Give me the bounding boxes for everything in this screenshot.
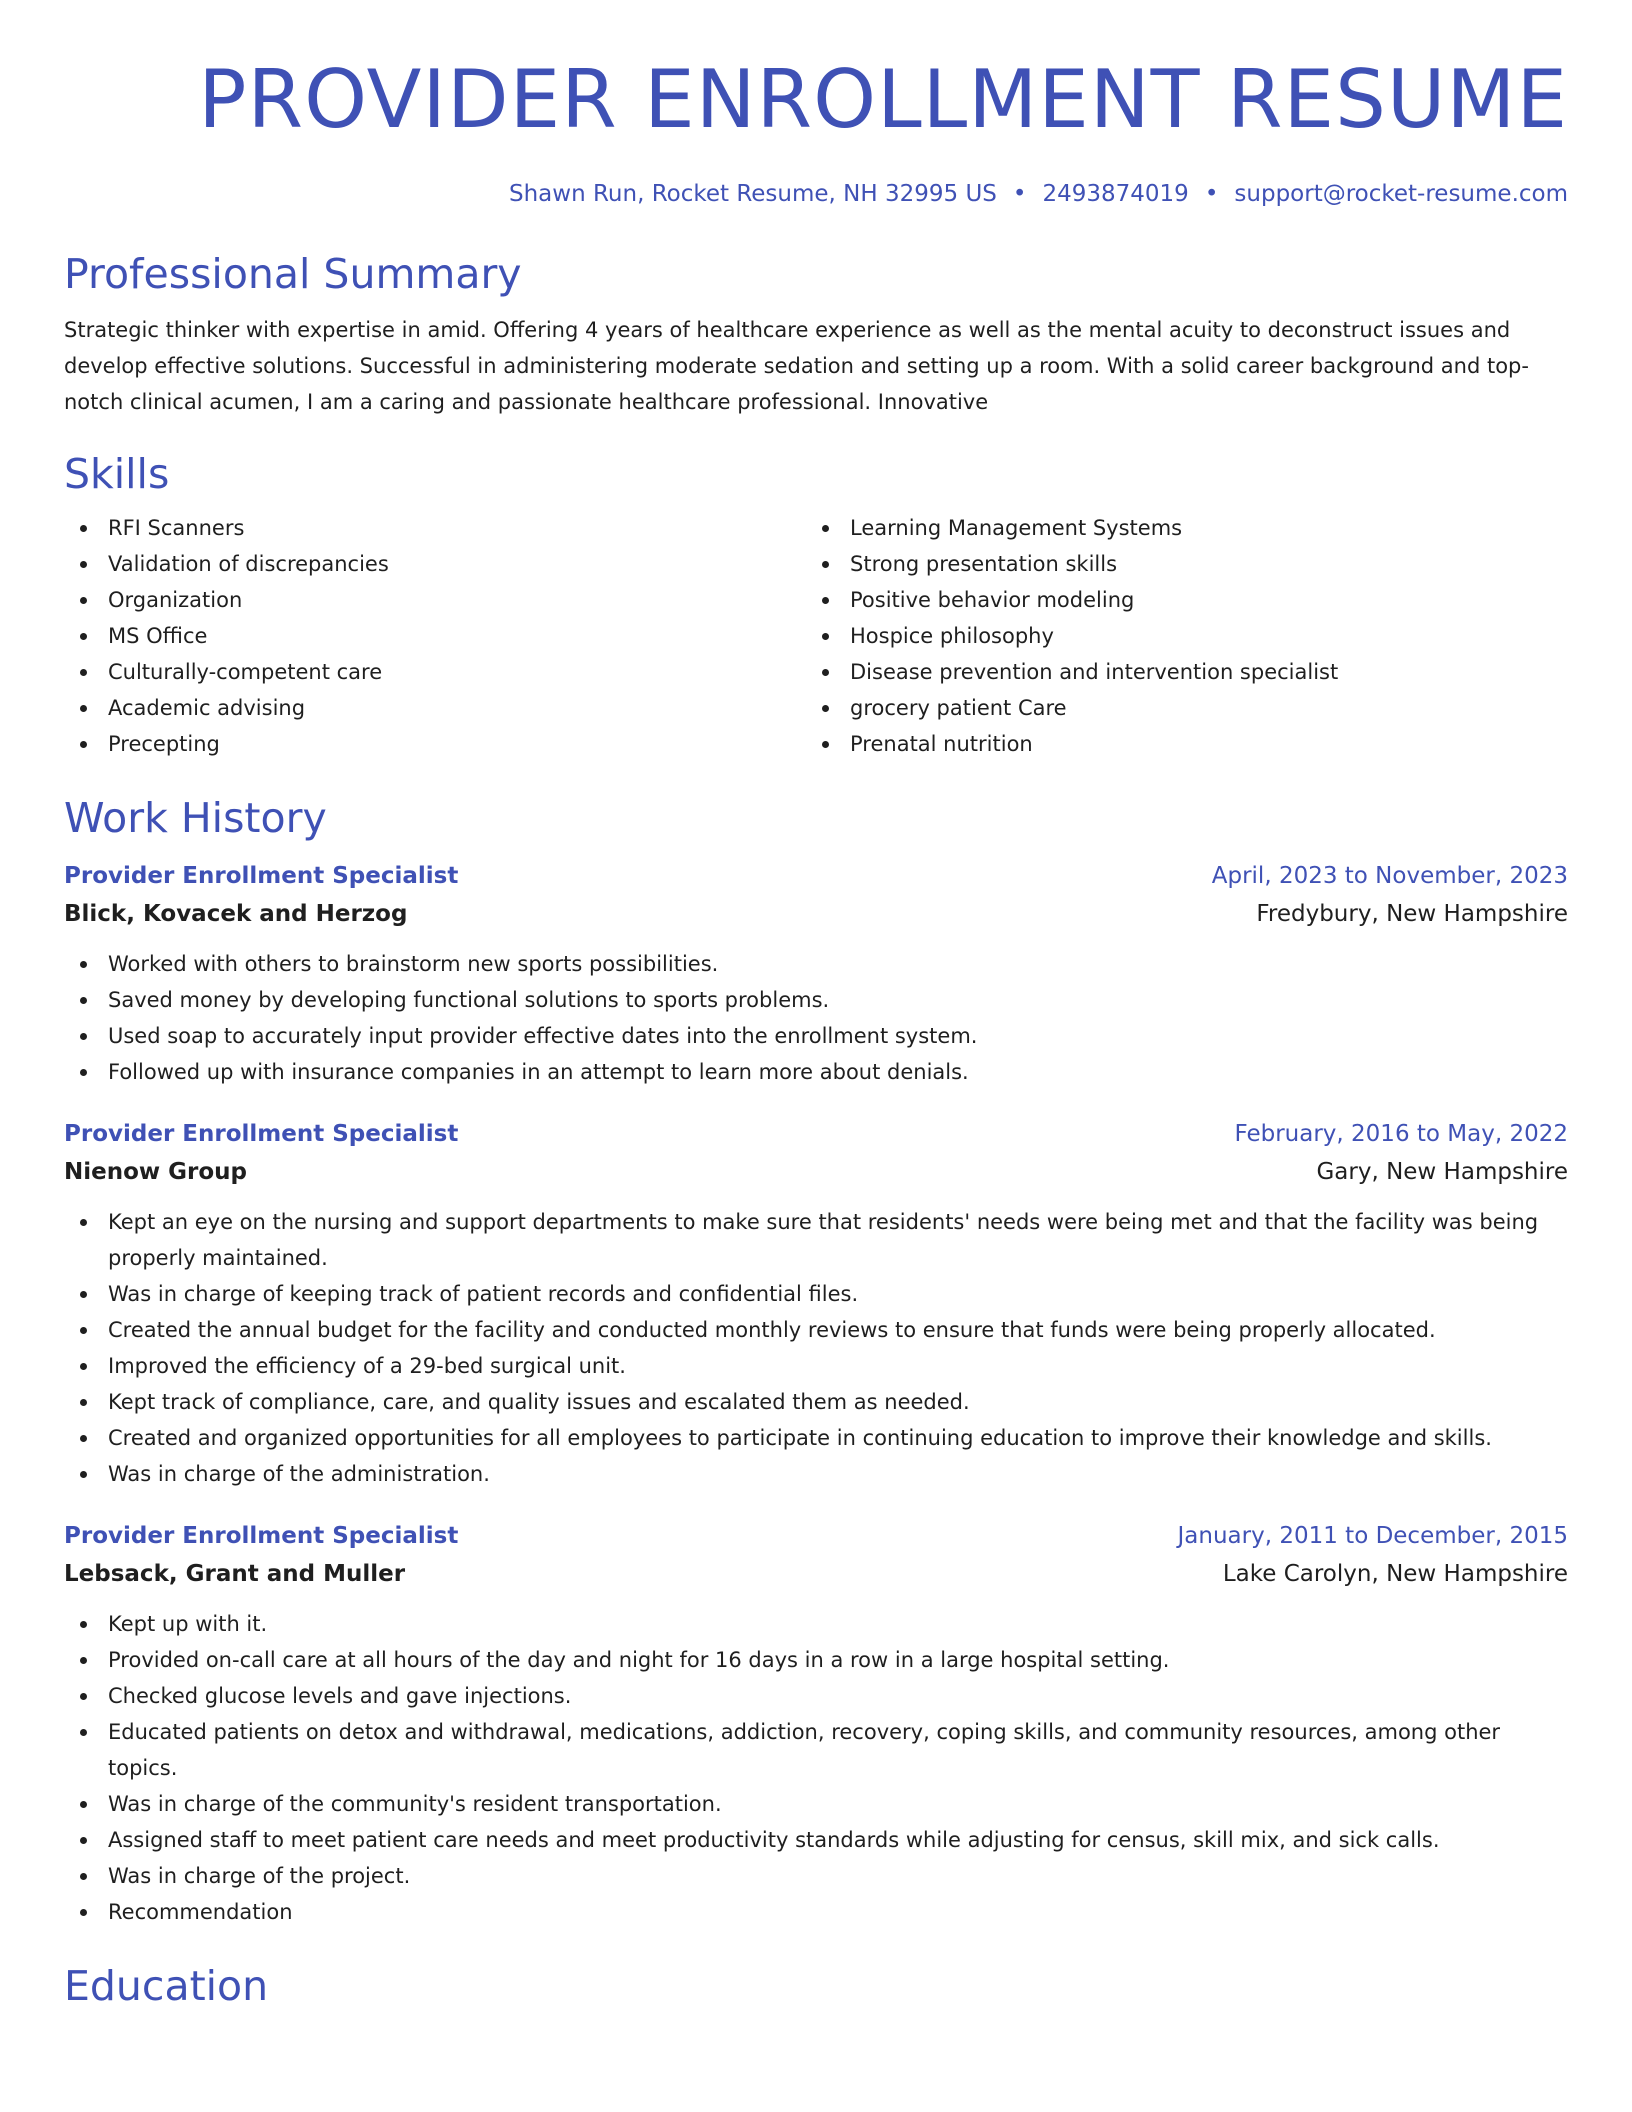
job-duties [64,946,1568,1090]
skills-column-left [64,510,806,762]
contact-email[interactable]: support@rocket-resume.com [1234,181,1568,207]
skills-grid [64,510,1568,762]
contact-address: Shawn Run, Rocket Resume, NH 32995 US [509,181,997,207]
skill-item: Positive behavior modeling [806,582,1548,618]
job-dates: April, 2023 to November, 2023 [1211,863,1568,889]
job-duty-item: Was in charge of the administration. [64,1456,1568,1492]
job-duty-item: Saved money by developing functional solutions to sports problems. [64,982,1568,1018]
skills-heading: Skills [64,450,170,498]
skill-item: Precepting [64,726,806,762]
job-duties [64,1606,1568,1930]
job-company: Lebsack, Grant and Muller [64,1561,406,1587]
skill-item: Disease prevention and intervention specialist [806,654,1548,690]
skill-item: Validation of discrepancies [64,546,806,582]
job-entry [64,1116,1568,1492]
job-duties [64,1204,1568,1492]
skills-list-left [64,510,806,762]
summary-heading: Professional Summary [64,250,522,298]
contact-separator: • [1012,181,1027,207]
skill-item: Culturally-competent care [64,654,806,690]
contact-phone: 2493874019 [1042,181,1189,207]
job-duty-item: Recommendation [64,1894,1568,1930]
job-company-row [64,894,1568,934]
skill-item: Strong presentation skills [806,546,1548,582]
job-duty-item: Worked with others to brainstorm new sports possibilities. [64,946,1568,982]
skill-item: grocery patient Care [806,690,1548,726]
skills-list-right [806,510,1548,762]
job-duty-item: Kept an eye on the nursing and support departments to make sure that residents' needs were being met and that the facility was being properly maintained. [64,1204,1568,1276]
job-header-row [64,1518,1568,1554]
work-history-heading: Work History [64,794,327,842]
job-duty-item: Improved the efficiency of a 29-bed surgical unit. [64,1348,1568,1384]
skill-item: Organization [64,582,806,618]
job-duty-item: Used soap to accurately input provider effective dates into the enrollment system. [64,1018,1568,1054]
job-location: Gary, New Hampshire [1316,1159,1568,1185]
job-duty-item: Assigned staff to meet patient care needs and meet productivity standards while adjusting for census, skill mix, and sick calls. [64,1822,1568,1858]
job-company: Nienow Group [64,1159,248,1185]
job-duty-item: Was in charge of the community's resident transportation. [64,1786,1568,1822]
resume-title: PROVIDER ENROLLMENT RESUME [198,53,1568,146]
job-company-row [64,1554,1568,1594]
job-title: Provider Enrollment Specialist [64,1121,459,1147]
skills-column-right [806,510,1548,762]
job-duty-item: Kept up with it. [64,1606,1568,1642]
skill-item: RFI Scanners [64,510,806,546]
education-heading: Education [64,1962,269,2010]
job-duty-item: Followed up with insurance companies in an attempt to learn more about denials. [64,1054,1568,1090]
job-location: Fredybury, New Hampshire [1256,901,1568,927]
summary-text: Strategic thinker with expertise in amid. Offering 4 years of healthcare experience as well as the mental acuity to deconstruct issues and develop effective solutions. Successful in administering moderate sedation and setting up a room. With a solid career background and top-notch clinical acumen, I am a caring and passionate healthcare professional. Innovative [64,318,1529,414]
job-duty-item: Kept track of compliance, care, and quality issues and escalated them as needed. [64,1384,1568,1420]
job-duty-item: Educated patients on detox and withdrawal, medications, addiction, recovery, coping skills, and community resources, among other topics. [64,1714,1568,1786]
job-company: Blick, Kovacek and Herzog [64,901,408,927]
job-duty-item: Was in charge of the project. [64,1858,1568,1894]
job-dates: January, 2011 to December, 2015 [1177,1523,1568,1549]
resume-page [64,0,1568,2012]
job-location: Lake Carolyn, New Hampshire [1222,1561,1568,1587]
skill-item: Prenatal nutrition [806,726,1548,762]
job-duty-item: Was in charge of keeping track of patient records and confidential files. [64,1276,1568,1312]
job-duty-item: Checked glucose levels and gave injections. [64,1678,1568,1714]
job-title: Provider Enrollment Specialist [64,1523,459,1549]
contact-line [64,178,1568,210]
job-header-row [64,1116,1568,1152]
job-duty-item: Created the annual budget for the facility and conducted monthly reviews to ensure that funds were being properly allocated. [64,1312,1568,1348]
skill-item: Learning Management Systems [806,510,1548,546]
job-entry [64,858,1568,1090]
job-header-row [64,858,1568,894]
skill-item: Hospice philosophy [806,618,1548,654]
skill-item: MS Office [64,618,806,654]
job-entry [64,1518,1568,1930]
job-dates: February, 2016 to May, 2022 [1234,1121,1568,1147]
job-company-row [64,1152,1568,1192]
job-title: Provider Enrollment Specialist [64,863,459,889]
skill-item: Academic advising [64,690,806,726]
contact-separator: • [1204,181,1219,207]
job-duty-item: Provided on-call care at all hours of the day and night for 16 days in a row in a large hospital setting. [64,1642,1568,1678]
job-duty-item: Created and organized opportunities for all employees to participate in continuing education to improve their knowledge and skills. [64,1420,1568,1456]
